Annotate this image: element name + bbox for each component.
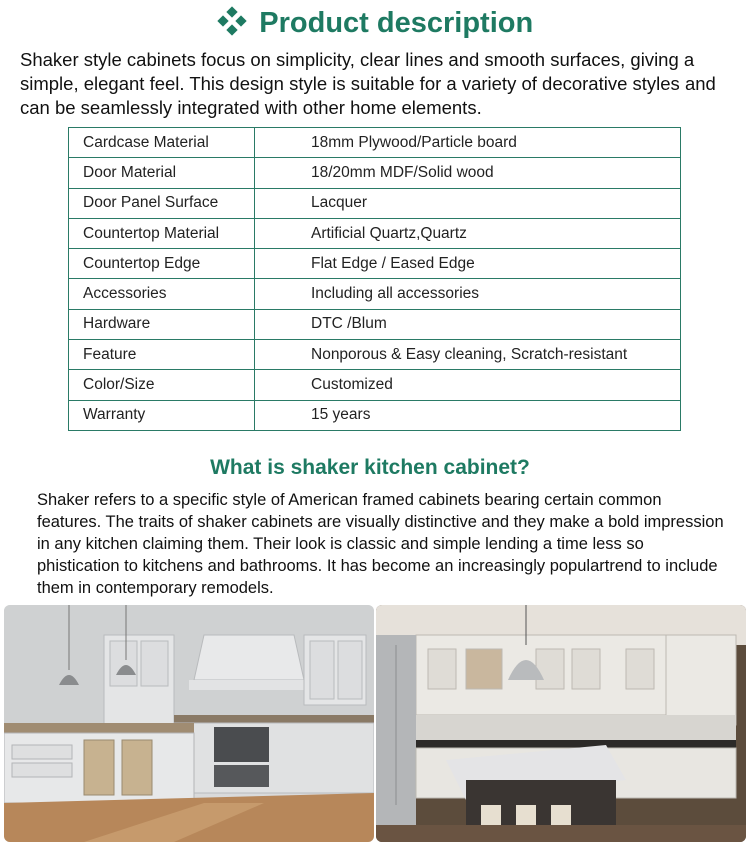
table-row [69, 218, 681, 248]
table-row [69, 158, 681, 188]
table-row [69, 340, 681, 370]
spec-key: Color/Size [69, 370, 255, 400]
spec-value: Nonporous & Easy cleaning, Scratch-resistant [255, 340, 681, 370]
section-paragraph: Shaker refers to a specific style of American framed cabinets bearing certain common features. The traits of shaker cabinets are visually distinctive and they make a bold impression in any kitchen claiming them. Their look is classic and simple lending a time less so phistication to kitchens and bathrooms. It has become an increasingly populartrend to include them in contemporary remodels. [37, 491, 724, 597]
spec-value: Customized [255, 370, 681, 400]
section-header [0, 6, 750, 44]
spec-value: Artificial Quartz,Quartz [255, 218, 681, 248]
spec-key: Countertop Edge [69, 249, 255, 279]
table-row [69, 400, 681, 430]
intro-paragraph: Shaker style cabinets focus on simplicity, clear lines and smooth surfaces, giving a simple, elegant feel. This design style is suitable for a variety of decorative styles and can be seamlessly integrated with other home elements. [20, 49, 716, 118]
table-row [69, 188, 681, 218]
spec-key: Door Material [69, 158, 255, 188]
spec-key: Warranty [69, 400, 255, 430]
spec-key: Door Panel Surface [69, 188, 255, 218]
spec-value: Including all accessories [255, 279, 681, 309]
spec-value: 18mm Plywood/Particle board [255, 128, 681, 158]
section-title: What is shaker kitchen cabinet? [210, 456, 530, 479]
table-row [69, 249, 681, 279]
spec-key: Countertop Material [69, 218, 255, 248]
spec-table [68, 127, 681, 431]
spec-key: Hardware [69, 309, 255, 339]
page-title: Product description [259, 7, 534, 39]
kitchen-photo-left [4, 605, 374, 842]
spec-value: Flat Edge / Eased Edge [255, 249, 681, 279]
table-row [69, 128, 681, 158]
table-row [69, 279, 681, 309]
spec-key: Cardcase Material [69, 128, 255, 158]
spec-value: DTC /Blum [255, 309, 681, 339]
spec-value: Lacquer [255, 188, 681, 218]
spec-key: Feature [69, 340, 255, 370]
diamond-cluster-icon [217, 6, 247, 41]
spec-value: 18/20mm MDF/Solid wood [255, 158, 681, 188]
spec-value: 15 years [255, 400, 681, 430]
kitchen-photo-right [376, 605, 746, 842]
table-row [69, 370, 681, 400]
spec-key: Accessories [69, 279, 255, 309]
table-row [69, 309, 681, 339]
